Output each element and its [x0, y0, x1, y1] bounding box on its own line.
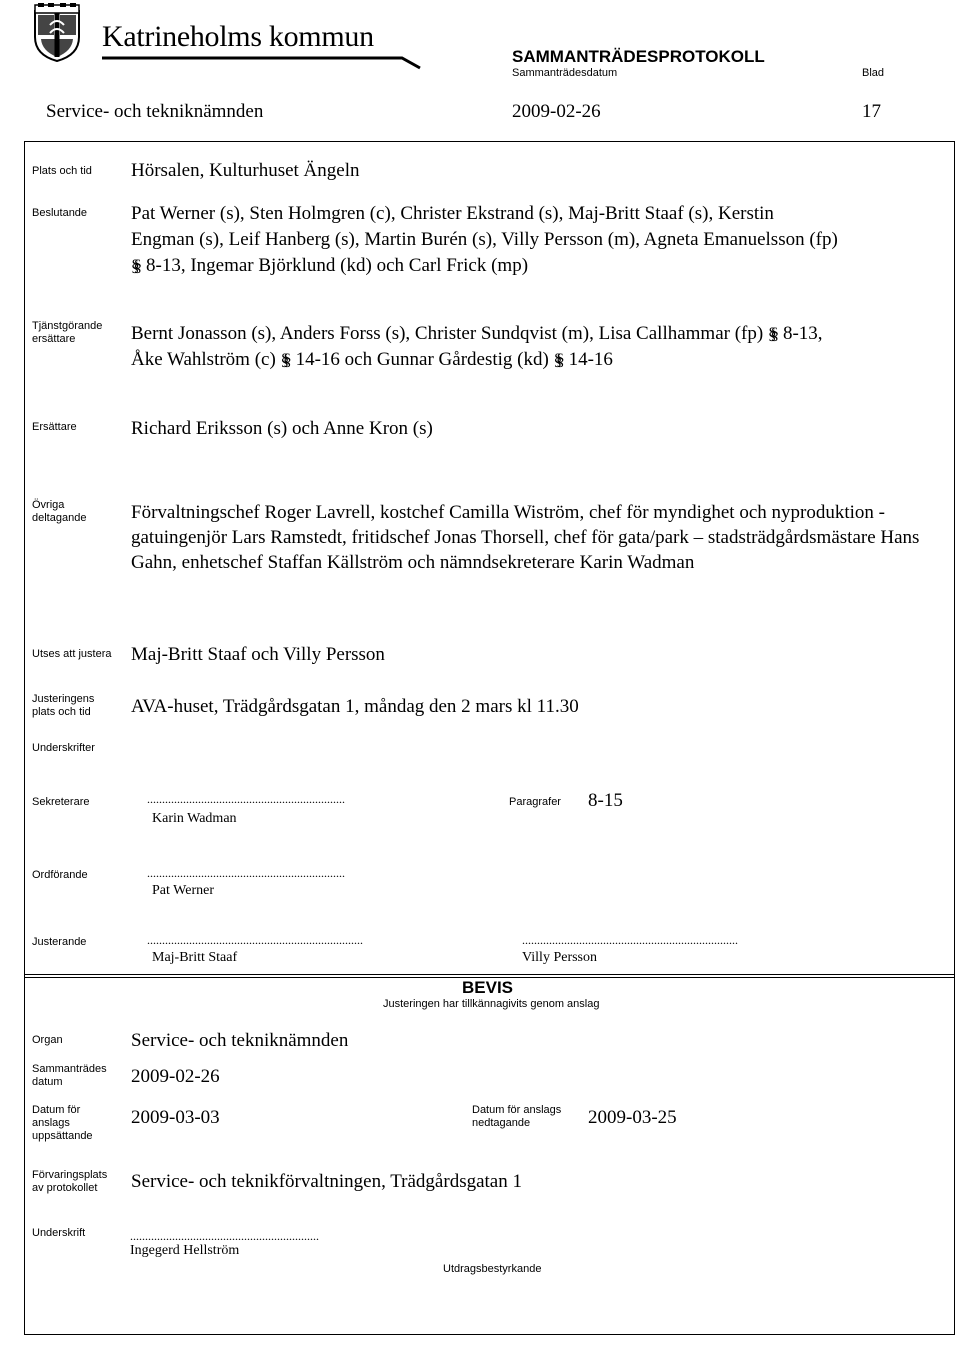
substitute-serving-line-2 [131, 347, 613, 372]
frame-right-line [954, 141, 955, 1335]
place-label: Plats och tid [32, 165, 92, 177]
substitute-serving-line-2-c: 14-16 [568, 349, 613, 370]
secretary-signature-line: .................................................................. [147, 792, 345, 806]
posted-date-value: 2009-03-03 [131, 1107, 220, 1128]
paragraph-symbol: §§ [767, 324, 773, 343]
adjust-value: Maj-Britt Staaf och Villy Persson [131, 644, 385, 665]
other-participants-value: Förvaltningschef Roger Lavrell, kostchef Camilla Wiström, chef för myndighet och nyproduktion - gatuingenjör Lars Ramstedt, fritidschef Jonas Thorsell, chef för gata/park – stadsträdgårdsmästare Hans Gahn, enhetschef Staffan Källström och nämndsekreterare Karin Wadman [131, 502, 920, 573]
adjuster-1-name: Maj-Britt Staaf [152, 950, 238, 965]
substitute-serving-label: Tjänstgörande ersättare [32, 320, 103, 345]
paragraph-symbol: §§ [131, 256, 136, 275]
secretary-name: Karin Wadman [152, 811, 237, 826]
frame-left-line [24, 141, 25, 1335]
adjuster-2-name: Villy Persson [522, 950, 597, 965]
logo-swoosh [102, 52, 442, 70]
certificate-title: BEVIS [462, 978, 514, 997]
organ-value: Service- och tekniknämnden [131, 1030, 349, 1051]
decision-line-2: Engman (s), Leif Hanberg (s), Martin Burén (s), Villy Persson (m), Agneta Emanuelsson (fp) [131, 229, 838, 250]
decision-label: Beslutande [32, 207, 88, 219]
removed-date-label: Datum för anslags nedtagande [472, 1104, 562, 1129]
chair-label: Ordförande [32, 869, 88, 881]
storage-label: Förvaringsplats av protokollet [32, 1169, 108, 1194]
substitute-serving-line-2-a: Åke Wahlström (c) [131, 349, 276, 370]
substitutes-value: Richard Eriksson (s) och Anne Kron (s) [131, 418, 433, 439]
paragraphs-value: 8-15 [588, 790, 623, 811]
substitute-serving-line-1-tail: 8-13, [782, 323, 823, 344]
protocol-title: SAMMANTRÄDESPROTOKOLL [512, 47, 765, 66]
page-caption: Blad [862, 67, 885, 79]
adjust-place-label: Justeringens plats och tid [32, 693, 95, 718]
certificate-top-line [24, 974, 955, 975]
certificate-signer-name: Ingegerd Hellström [130, 1243, 240, 1258]
adjuster-2-signature-line: ........................................................................ [522, 933, 738, 947]
other-participants-label: Övriga deltagande [32, 499, 87, 524]
decision-line-1: Pat Werner (s), Sten Holmgren (c), Christer Ekstrand (s), Maj-Britt Staaf (s), Kerstin [131, 203, 774, 224]
extract-certification-label: Utdragsbestyrkande [443, 1263, 542, 1275]
frame-top-line [24, 141, 955, 142]
signature-label: Underskrift [32, 1227, 86, 1239]
chair-name: Pat Werner [152, 883, 214, 898]
adjuster-label: Justerande [32, 936, 87, 948]
substitute-serving-line-2-b: 14-16 och Gunnar Gårdestig (kd) [295, 349, 549, 370]
adjuster-1-signature-line: ........................................................................ [147, 933, 363, 947]
header-meeting-date: 2009-02-26 [512, 101, 601, 122]
substitute-serving-line-1 [131, 321, 823, 346]
decision-line-3 [131, 253, 528, 278]
header-page-number: 17 [862, 101, 881, 122]
substitutes-label: Ersättare [32, 421, 77, 433]
date-caption: Sammanträdesdatum [512, 67, 618, 79]
paragraph-symbol: §§ [280, 350, 286, 369]
frame-bottom-line [24, 1334, 955, 1335]
decision-line-3-text: 8-13, Ingemar Björklund (kd) och Carl Frick (mp) [146, 255, 529, 276]
paragraphs-label: Paragrafer [509, 796, 561, 808]
certificate-signature-line: ............................................................... [130, 1229, 319, 1243]
chair-signature-line: .................................................................. [147, 866, 345, 880]
place-value: Hörsalen, Kulturhuset Ängeln [131, 160, 360, 181]
municipality-logo-text: Katrineholms kommun [102, 20, 374, 53]
paragraph-symbol: §§ [553, 350, 559, 369]
certificate-meeting-date-label: Sammanträdes datum [32, 1063, 107, 1088]
certificate-subtitle: Justeringen har tillkännagivits genom anslag [383, 998, 600, 1010]
signatures-heading: Underskrifter [32, 742, 95, 754]
certificate-meeting-date-value: 2009-02-26 [131, 1066, 220, 1087]
substitute-serving-line-1-text: Bernt Jonasson (s), Anders Forss (s), Christer Sundqvist (m), Lisa Callhammar (fp) [131, 323, 764, 344]
adjust-place-value: AVA-huset, Trädgårdsgatan 1, måndag den 2 mars kl 11.30 [131, 696, 579, 717]
header-committee: Service- och tekniknämnden [46, 101, 264, 122]
removed-date-value: 2009-03-25 [588, 1107, 677, 1128]
secretary-label: Sekreterare [32, 796, 90, 808]
organ-label: Organ [32, 1034, 63, 1046]
municipal-coat-of-arms-icon [32, 3, 82, 63]
adjust-label: Utses att justera [32, 648, 112, 660]
posted-date-label: Datum för anslags uppsättande [32, 1104, 93, 1142]
storage-value: Service- och teknikförvaltningen, Trädgårdsgatan 1 [131, 1171, 522, 1192]
